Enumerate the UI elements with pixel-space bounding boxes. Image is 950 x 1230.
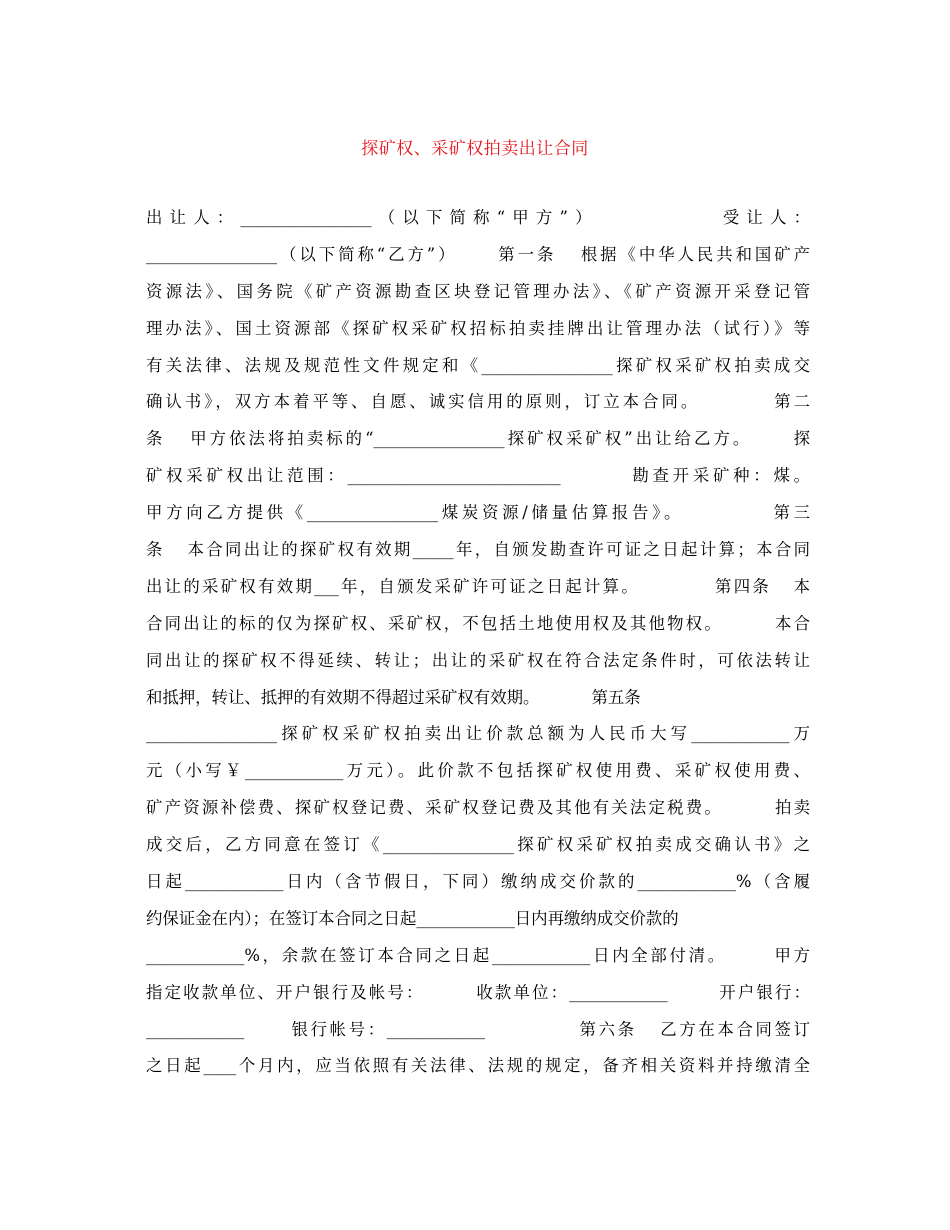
text-line: 合同出让的标的仅为探矿权、采矿权，不包括土地使用权及其他物权。 本合 [146,613,810,633]
text-line: ____________ 银行帐号：____________ 第六条 乙方在本合同签订 [146,1019,810,1039]
text-line: ________________探矿权采矿权拍卖出让价款总额为人民币大写____________万 [146,724,810,744]
text-line: 条 甲方依法将拍卖标的“________________探矿权采矿权”出让给乙方。 探 [146,429,810,449]
text-line: 确认书》，双方本着平等、自愿、诚实信用的原则，订立本合同。 第二 [146,392,810,412]
text-line: 出让人：________________（以下简称“甲方”） 受让人： [146,208,810,227]
text-line: 出让的采矿权有效期___年，自颁发采矿许可证之日起计算。 第四条 本 [146,576,810,596]
text-line: 指定收款单位、开户银行及帐号： 收款单位：____________ 开户银行： [146,982,810,1002]
text-line: 成交后，乙方同意在签订《________________探矿权采矿权拍卖成交确认书》之 [146,835,810,855]
text-line: ________________（以下简称“乙方”） 第一条 根据《中华人民共和国矿产 [146,244,810,264]
text-line: 约保证金在内）；在签订本合同之日起____________日内再缴纳成交价款的 [146,908,679,928]
text-line: 和抵押，转让、抵押的有效期不得超过采矿权有效期。 第五条 [146,687,641,707]
text-line: 之日起____个月内，应当依照有关法律、法规的规定，备齐相关资料并持缴清全 [146,1056,810,1076]
document-title: 探矿权、采矿权拍卖出让合同 [361,139,589,159]
text-line: 矿权采矿权出让范围：__________________________ 勘查开采矿种：煤。 [146,466,810,486]
text-line: ____________%，余款在签订本合同之日起____________日内全部付清。 甲方 [146,945,810,965]
text-line: 理办法》、国土资源部《探矿权采矿权招标拍卖挂牌出让管理办法（试行）》等 [146,318,810,338]
text-line: 条 本合同出让的探矿权有效期_____年，自颁发勘查许可证之日起计算；本合同 [146,540,810,560]
text-line: 有关法律、法规及规范性文件规定和《________________探矿权采矿权拍卖成交 [146,355,810,375]
text-line: 同出让的探矿权不得延续、转让；出让的采矿权在符合法定条件时，可依法转让 [146,650,810,670]
text-line: 矿产资源补偿费、探矿权登记费、采矿权登记费及其他有关法定税费。 拍卖 [146,798,810,818]
text-line: 甲方向乙方提供《________________煤炭资源/储量估算报告》。 第三 [146,503,810,523]
text-line: 资源法》、国务院《矿产资源勘查区块登记管理办法》、《矿产资源开采登记管 [146,281,810,301]
text-line: 元（小写￥____________万元）。此价款不包括探矿权使用费、采矿权使用费、 [146,761,810,781]
text-line: 日起____________日内（含节假日，下同）缴纳成交价款的____________%（含履 [146,872,810,892]
contract-body [146,200,810,1085]
